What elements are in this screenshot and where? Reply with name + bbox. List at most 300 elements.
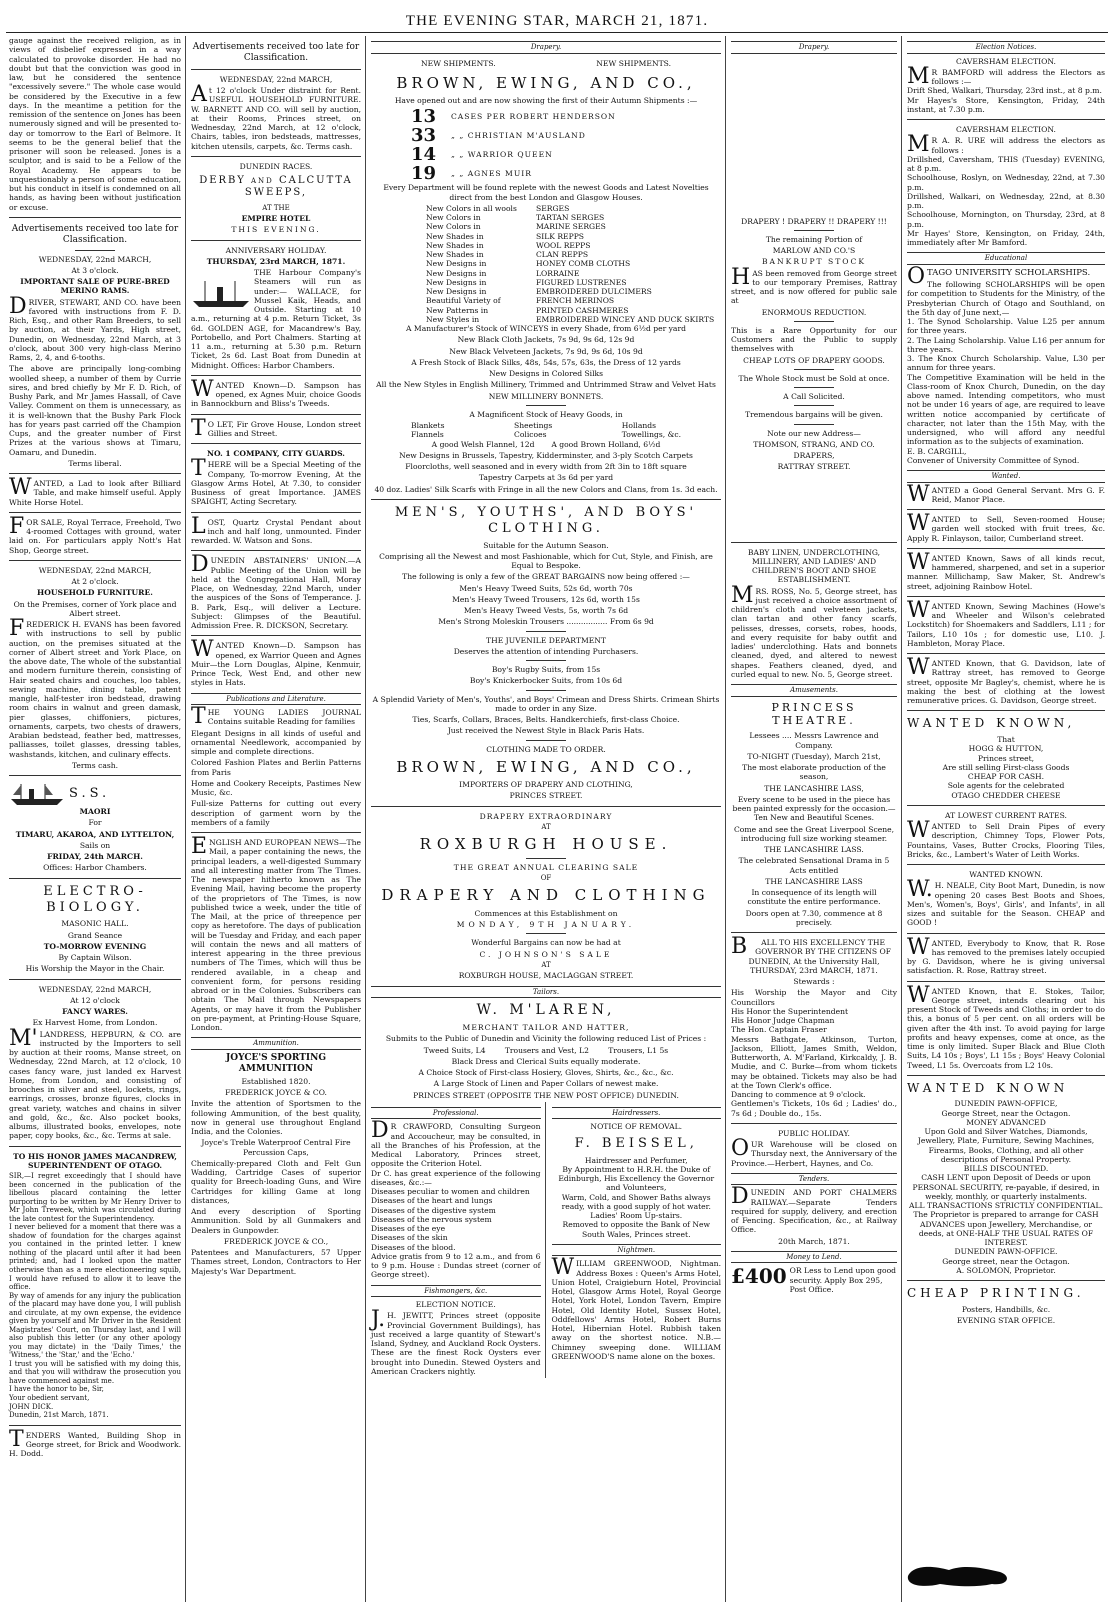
- ad-body: M'LANDRESS, HEPBURN, & CO. are instructed by the Importers to sell by auction at their rooms, Manse street, on Wednesday, 22nd March, at 12 o'clock, 10 cases fancy ware, just landed ex Harvest Home, from London, and consisting of brooches in silver and steel, lockets, rings, earrings, crosses, bronze figures, clocks in great variety, watches and chains in silver and gold, &c., &c. Also pocket books, albums, illustrated books, envelopes, note paper, copy books, &c., &c. Terms at sale.: [9, 1025, 181, 1141]
- ad-text: Tweed Suits, L4 Trousers and Vest, L2 Trousers, L1 5s: [423, 1045, 669, 1055]
- divider: [907, 710, 1105, 711]
- ad-text: EMPIRE HOTEL: [241, 214, 311, 224]
- ad-text: NEW MILLINERY BONNETS.: [488, 391, 604, 401]
- goods-label: New Shades in: [426, 250, 484, 260]
- ad-text: Men's Heavy Tweed Trousers, 12s 6d, worth 15s: [452, 594, 640, 604]
- ad-ross: MRS. ROSS, No. 5, George street, has just received a choice assortment of children's cloth and velveteen jackets, clan tartan and other fancy scarfs, pelisses, dresses, corsets, robes, hoods, and every requisite for baby outfit and ladies' underclothing. Hats and bonnets cleaned, dyed, and altered to newest shapes. Feathers cleaned, dyed, and curled equal to new. No. 5, George street.: [731, 582, 897, 679]
- goods-row: [426, 296, 721, 305]
- ad-title: OTAGO UNIVERSITY SCHOLARSHIPS.: [907, 263, 1091, 289]
- goods-row: [426, 269, 721, 278]
- column-3: [368, 36, 724, 1606]
- ad-date: 20th March, 1871.: [778, 1236, 850, 1246]
- ad-title: ANNIVERSARY HOLIDAY.: [225, 245, 327, 255]
- ad-text: All the New Styles in English Millinery, Trimmed and Untrimmed Straw and Velvet Hats: [376, 380, 716, 390]
- goods-label: New Shades in: [426, 240, 484, 250]
- ad-title: DERBY and CALCUTTA SWEEPS,: [199, 175, 353, 199]
- divider: [191, 443, 361, 444]
- section-heading: Advertisements received too late for Classification.: [192, 42, 360, 63]
- ad-text: The following is only a few of the GREAT BARGAINS now being offered :—: [402, 572, 690, 582]
- column-1: [6, 36, 184, 1606]
- divider: [731, 1123, 897, 1124]
- ad-brand: F. BEISSEL,: [574, 1135, 698, 1151]
- divider: [75, 250, 115, 251]
- ad-text: A good Welsh Flannel, 12d A good Brown Holland, 6½d: [431, 439, 661, 449]
- divider: [907, 119, 1105, 120]
- goods-item: SILK REPPS: [536, 231, 585, 241]
- ad-text: Stewards :: [793, 977, 835, 987]
- ad-title: NO. 1 COMPANY, CITY GUARDS.: [207, 449, 345, 459]
- ad-wanted: WANTED Known, Saws of all kinds recut, hammered, sharpened, and set in a superior manner. Millichamp, Saw Maker, St. Andrew's street, adjoining Rainbow Hotel.: [907, 549, 1105, 591]
- divider: [9, 560, 181, 561]
- ad-text: NEW SHIPMENTS.: [421, 58, 496, 68]
- ad-text: Doors open at 7.30, commence at 8 precisely.: [745, 908, 883, 927]
- section-heading: Amusements.: [731, 684, 897, 697]
- goods-label: New Designs in: [426, 287, 487, 297]
- ship-prefix: S.S.: [69, 786, 111, 802]
- ad-text: Men's Heavy Tweed Vests, 5s, worth 7s 6d: [463, 606, 629, 616]
- section-heading: Educational: [907, 252, 1105, 265]
- ad-date: MONDAY, 9TH JANUARY.: [456, 920, 636, 929]
- ad-text: Men's Strong Moleskin Trousers ................. From 6s 9d: [438, 617, 654, 627]
- ad-text: THE LANCASHIRE LASS.: [764, 845, 864, 855]
- goods-label: Beautiful Variety of: [426, 296, 501, 306]
- ad-text: Boy's Rugby Suits, from 15s: [491, 665, 601, 675]
- ad-text: Boy's Knickerbocker Suits, from 10s 6d: [469, 676, 623, 686]
- ad-text: Elegant Designs in all kinds of useful and ornamental Needlework, accompanied by simple and complete directions.: [191, 728, 361, 757]
- shipment-vessel: CASES PER ROBERT HENDERSON: [451, 112, 616, 122]
- ad-title: CHEAP PRINTING.: [907, 1286, 1085, 1301]
- goods-item: MARINE SERGES: [536, 222, 606, 232]
- divider: [794, 230, 834, 231]
- heavy-goods-item: Hollands: [621, 421, 656, 431]
- ad-text: Tapestry Carpets at 3s 6d per yard: [478, 473, 614, 483]
- goods-item: FRENCH MERINOS: [536, 296, 615, 306]
- divider: [9, 878, 181, 879]
- ad-text: A Fresh Stock of Black Silks, 48s, 54s, 57s, 63s, the Dress of 12 yards: [411, 357, 681, 367]
- ad-text: FREDERICK JOYCE & CO.,: [223, 1236, 329, 1246]
- ad-text: TO-MORROW EVENING: [43, 941, 147, 951]
- hairdressers-column: [552, 1102, 722, 1378]
- goods-row: [426, 241, 721, 250]
- ad-time: At 3 o'clock.: [71, 265, 119, 275]
- ad-scholarships: The following SCHOLARSHIPS will be open for competition to Students for the Ministry, of the Presbyterian Church of Otago and Southland, on the 5th day of June next,— 1. The Synod Scholarship. Value L25 per annum for three years. 2. The Laing Scholarship. Value L16 per annum for three years. 3. The Knox Church Scholarship. Value, L30 per annum for three years. The Competitive Examination will be held in the Class-room of Knox Church, Dunedin, on the day above named. Intending competitors, who must not be under 16 years of age, are required to leave written notice accompanied by certificate of character, not later than the 15th May, with the undersigned, who will afford any needful information as to the subjects of examination. E. B. CARGILL, Convener of University Committee of Synod.: [907, 280, 1105, 465]
- section-heading: Professional.: [371, 1107, 541, 1120]
- goods-item: CLAN REPPS: [536, 250, 589, 260]
- ad-text: NOTICE OF REMOVAL.: [590, 1122, 683, 1132]
- divider: [526, 631, 566, 632]
- ad-text: CHEAP LOTS OF DRAPERY GOODS.: [743, 355, 885, 365]
- ad-title: DUNEDIN RACES.: [239, 161, 313, 171]
- divider: [371, 499, 721, 500]
- ad-text: MERCHANT TAILOR AND HATTER,: [462, 1023, 630, 1033]
- heavy-goods-item: Sheetings: [514, 421, 553, 431]
- goods-row: [426, 222, 721, 231]
- goods-label: New Colors in all wools: [426, 203, 517, 213]
- ad-jewitt: J.H. JEWITT, Princes street (opposite Provincial Government Buildings), has just received a large quantity of Stewart's Island, Sydney, and Auckland Rock Oysters. These are the finest Rock Oysters ever brought into Dunedin. Stewed Oysters and American Crackers nightly.: [371, 1307, 541, 1376]
- section-heading: Drapery.: [731, 41, 897, 54]
- letter-heading: TO HIS HONOR JAMES MACANDREW, SUPERINTENDENT OF OTAGO.: [13, 1151, 177, 1170]
- ad-ure: MR A. R. URE will address the electors as follows : Drillshed, Caversham, THIS (Tuesday) EVENING, at 8 p.m. Schoolhouse, Roslyn, on Wednesday, 22nd, at 7.30 p.m. Drillshed, Walkari, on Wednesday, 22nd, at 8.30 p.m. Schoolhouse, Mornington, on Thursday, 23rd, at 8 p.m. Mr Hayes' Store, Kensington, on Friday, 24th, immediately after Mr Bamford.: [907, 132, 1105, 248]
- goods-label: New Styles in: [426, 314, 480, 324]
- ad-for-sale: FOR SALE, Royal Terrace, Freehold, Two 4-roomed Cottages with ground, water laid on. For particulars apply Nott's Hat Shop, George street.: [9, 513, 181, 555]
- shipment-row: [411, 107, 721, 126]
- divider: [794, 369, 834, 370]
- goods-label: New Colors in: [426, 222, 481, 232]
- goods-label: New Designs in: [426, 268, 487, 278]
- heavy-goods-table: [371, 421, 721, 440]
- divider: [191, 832, 361, 833]
- ad-text: PRINCES STREET.: [509, 791, 583, 801]
- ad-text: Established 1820.: [241, 1076, 311, 1086]
- ad-title: CAVERSHAM ELECTION.: [956, 56, 1056, 66]
- ad-text: Patentees and Manufacturers, 57 Upper Thames street, London, Contractors to Her Majesty's War Department.: [191, 1248, 361, 1276]
- ad-title: HOUSEHOLD FURNITURE.: [37, 588, 153, 598]
- ad-text: A Large Stock of Linen and Paper Collars of newest make.: [433, 1079, 659, 1089]
- ad-body: THERE will be a Special Meeting of the Company, To-morrow Evening, At the Glasgow Arms Hotel, At 7.30, to consider Business of great Importance. JAMES SPAIGHT, Acting Secretary.: [191, 456, 361, 507]
- divider: [526, 933, 566, 934]
- money-ad: [731, 1266, 897, 1294]
- shipment-count: 19: [411, 162, 437, 184]
- ad-bamford: MR BAMFORD will address the Electors as follows :— Drift Shed, Walkari, Thursday, 23rd inst., at 8 p.m. Mr Hayes's Store, Kensington, Friday, 24th instant, at 7.30 p.m.: [907, 63, 1105, 114]
- ad-text: This is a Rare Opportunity for our Customers and the Public to supply themselves with: [731, 325, 897, 354]
- ad-text: Ties, Scarfs, Collars, Braces, Belts. Handkerchiefs, first-class Choice.: [412, 715, 680, 725]
- ad-text: The most elaborate production of the season,: [742, 763, 886, 782]
- goods-item: HONEY COMB CLOTHS: [536, 259, 631, 269]
- ad-neale: W.H. NEALE, City Boot Mart, Dunedin, is now opening 20 cases Best Boots and Shoes, Men's, Women's, Boys', Girls', and Infants', in all sizes and suitable for the Season. CHEAP and GOOD !: [907, 877, 1105, 928]
- ad-text: ENORMOUS REDUCTION.: [761, 307, 867, 317]
- ad-mail: ENGLISH AND EUROPEAN NEWS—The Mail, a paper containing the news, the principal leaders, a well-digested Summary and all interesting matter from The Times. The newspaper hitherto known as The Evening Mail, having become the property of the proprietors of The Times, is now published twice a week, under the title of The Mail, at the price of threepence per copy as heretofore. The days of publication will be Tuesday and Friday, and each paper will contain the news and all matters of interest appearing in the three previous numbers of The Times, which will thus be rendered available, in a cheap and convenient form, for persons residing abroad or in the Colonies. Subscribers can obtain The Mail through Newspapers Agents, or may have it from the Publisher on pre-payment, at Printing-House Square, London.: [191, 834, 362, 1033]
- divider: [907, 933, 1105, 934]
- ad-text: Lessees .... Messrs Lawrence and Company.: [749, 731, 879, 750]
- divider: [191, 156, 361, 157]
- shipment-row: [411, 145, 721, 164]
- goods-item: FIGURED LUSTRENES: [536, 277, 627, 287]
- ad-title: IMPORTANT SALE OF PURE-BRED MERINO RAMS.: [20, 277, 170, 296]
- divider: [371, 806, 721, 807]
- ad-warehouse: OUR Warehouse will be closed on Thursday next, the Anniversary of the Province.—Herbert, Haynes, and Co.: [731, 1136, 898, 1168]
- ad-text: IMPORTERS OF DRAPERY AND CLOTHING,: [459, 780, 633, 790]
- ad-tenders: TENDERS Wanted, Building Shop in George street, for Brick and Woodwork. H. Dodd.: [9, 1426, 181, 1459]
- goods-label: New Designs in: [426, 259, 487, 269]
- ad-journal: THE YOUNG LADIES JOURNAL Contains suitable Reading for families: [191, 704, 361, 730]
- ad-title: PUBLIC HOLIDAY.: [778, 1128, 850, 1138]
- ad-wanted: WANTED Known, Sewing Machines (Howe's and Wheeler and Wilson's celebrated Lockstitch) for Shoemakers and Saddlers, L11 ; for Tailors, L10 10s ; for domestic use, L10. J. Hambleton, Moray Place.: [907, 597, 1105, 648]
- ad-text: Tremendous bargains will be given.: [745, 410, 883, 420]
- divider: [907, 653, 1105, 654]
- ad-text: New Black Velveteen Jackets, 7s 9d, 9s 6d, 10s 9d: [449, 346, 643, 356]
- ad-text: And every description of Sporting Ammunition. Sold by all Gunmakers and Dealers in Gunpowder.: [191, 1207, 361, 1235]
- ad-text: Wonderful Bargains can now be had at: [471, 938, 621, 948]
- ad-text: A Manufacturer's Stock of WINCEYS in every Shade, from 6½d per yard: [406, 324, 686, 334]
- divider: [907, 509, 1105, 510]
- divider: [191, 550, 361, 551]
- shipment-vessel: „ „ WARRIOR QUEEN: [451, 150, 553, 160]
- ad-text: THE GREAT ANNUAL CLEARING SALE: [453, 862, 639, 872]
- goods-row: [426, 259, 721, 268]
- ad-text: His Worship the Mayor in the Chair.: [25, 964, 165, 974]
- divider: [907, 1075, 1105, 1076]
- ad-text: Just received the Newest Style in Black Paris Hats.: [447, 726, 645, 736]
- divider: [191, 414, 361, 415]
- section-heading: Advertisements received too late for Classification.: [11, 223, 179, 245]
- ad-body: The above are principally long-combing woolled sheep, a number of them by Currie sires, and bred chiefly by Mr F. D. Rich, of Bushy Park, and Mr James Hassall, of Cave Valley. Comment on them is unnecessary, as it is well-known that the Bushy Park Flock has for years past carried off the Champion Cups, and the greater number of First Prizes at the various shows at Timaru, Oamaru, and Dunedin.: [9, 364, 181, 457]
- ad-text: Suitable for the Autumn Season.: [483, 540, 609, 550]
- ad-text: The remaining Portion of: [765, 234, 863, 244]
- divider: [9, 1146, 181, 1147]
- divider: [907, 548, 1105, 549]
- ad-text: Joyce's Treble Waterproof Central Fire Percussion Caps,: [201, 1138, 351, 1157]
- ad-text: A Splendid Variety of Men's, Youths', and Boys' Crimean and Dress Shirts. Crimean Shirts made to order in any Size.: [372, 694, 720, 713]
- shipment-row: [411, 164, 721, 183]
- ad-title: DRAPERY AND CLOTHING: [381, 886, 711, 905]
- ad-to-let: TO LET, Fir Grove House, London street Gillies and Street.: [191, 415, 361, 441]
- ship-date: FRIDAY, 24th MARCH.: [47, 852, 143, 862]
- divider: [191, 240, 361, 241]
- ad-text: Commences at this Establishment on: [474, 908, 618, 918]
- ad-wanted: WANTED to Sell, Seven-roomed House; garden well stocked with fruit trees, &c. Apply R. Finlayson, tailor, Cumberland street.: [907, 511, 1105, 543]
- ad-text: A Magnificent Stock of Heavy Goods, in: [469, 409, 623, 419]
- ad-title: JOYCE'S SPORTING AMMUNITION: [225, 1052, 327, 1074]
- masthead: [0, 0, 1114, 30]
- ad-text: ROXBURGH HOUSE, MACLAGGAN STREET.: [458, 971, 634, 981]
- section-heading: Fishmongers, &c.: [371, 1285, 541, 1298]
- divider: [9, 512, 181, 513]
- shipment-row: [411, 126, 721, 145]
- section-heading: Publications and Literature.: [191, 693, 361, 706]
- ad-text: His Worship the Mayor and City Councillors His Honor the Superintendent His Honor Judge Chapman The Hon. Captain Fraser Messrs Bathgate, Atkinson, Turton, Jackson, Elliott, James Smith, Weldon, Butterworth, A. M'Farland, Kirkcaldy, J. B. Mudie, and C. Burke—from whom tickets may be obtained. Tickets may also be had at the Town Clerk's office. Dancing to commence at 9 o'clock. Gentlemen's Tickets, 10s 6d ; Ladies' do., 7s 6d ; Double do., 15s.: [731, 988, 897, 1118]
- ad-text: Posters, Handbills, &c.: [961, 1304, 1051, 1314]
- ad-text: DRAPERY EXTRAORDINARY: [479, 811, 613, 821]
- ad-text: NEW SHIPMENTS.: [596, 58, 671, 68]
- ad-date: THURSDAY, 23rd MARCH, 1871.: [206, 256, 346, 266]
- ad-text: Comprising all the Newest and most Fashionable, which for Cut, Style, and Finish, are Equal to Bespoke.: [379, 551, 713, 571]
- ad-date: WEDNESDAY, 22nd MARCH,: [38, 565, 152, 575]
- divider: [794, 387, 834, 388]
- divider: [907, 596, 1105, 597]
- goods-item: EMBROIDERED WINCEY AND DUCK SKIRTS: [536, 314, 715, 324]
- ad-wanted: WANTED, Everybody to Know, that R. Rose has removed to the premises lately occupied by G. Davidson, where he is giving universal satisfaction. R. Rose, Rattray street.: [907, 934, 1105, 976]
- divider: [731, 932, 897, 933]
- goods-item: PRINTED CASHMERES: [536, 305, 629, 315]
- shipment-count: 33: [411, 124, 437, 146]
- ad-brand: BROWN, EWING, AND CO.,: [396, 757, 696, 776]
- ad-text: Men's Heavy Tweed Suits, 52s 6d, worth 70s: [459, 583, 633, 593]
- divider: [191, 512, 361, 513]
- ad-time: At 12 o'clock: [70, 995, 120, 1005]
- ad-text: New Black Cloth Jackets, 7s 9d, 9s 6d, 12s 9d: [457, 335, 635, 345]
- section-heading: Nightmen.: [552, 1244, 722, 1257]
- heavy-goods-item: Towellings, &c.: [621, 430, 681, 440]
- ad-title: DRAPERY ! DRAPERY !! DRAPERY !!!: [741, 216, 887, 226]
- ad-text: Deserves the attention of intending Purchasers.: [453, 646, 639, 656]
- ad-text: PRINCES STREET (OPPOSITE THE NEW POST OFFICE) DUNEDIN.: [413, 1090, 679, 1100]
- column-divider: [365, 36, 366, 1602]
- money-amount: £400: [731, 1264, 787, 1289]
- ad-text: DRAPERS,: [793, 451, 835, 461]
- divider: [9, 217, 181, 218]
- steamer-ad-header: [9, 781, 181, 807]
- shipments-list: [371, 107, 721, 183]
- heavy-goods-item: Blankets: [411, 421, 445, 431]
- ink-blot: [904, 1562, 1014, 1590]
- ad-subtitle: On the Premises, corner of York place and Albert street.: [13, 599, 177, 618]
- ad-wanted: WANTED a Good General Servant. Mrs G. F. Reid, Manor Place.: [907, 481, 1105, 507]
- column-divider: [185, 36, 186, 1602]
- ad-body: FREDERICK H. EVANS has been favored with instructions to sell by public auction, on the premises situated at the corner of Albert street and York Place, on the above date, The whole of the substantial and modern furniture therein, consisting of Hair seated chairs and couches, loo tables, sewing machine, dining table, patent mangle, half-tester iron bedstead, drawing room chairs in walnut and green damask, pier glasses, chiffoniers, pictures, ornaments, carpets, two chests of drawers, Arabian bedstead, feather bed, mattresses, palliasses, toilet glasses, dressing tables, washstands, kitchen, and culinary effects.: [9, 616, 181, 759]
- goods-label: New Patterns in: [426, 305, 489, 315]
- ad-title: FANCY WARES.: [62, 1007, 128, 1017]
- ad-railway: DUNEDIN AND PORT CHALMERS RAILWAY.—Separate Tenders required for supply, delivery, and erection of Fencing. Specification, &c., at Railway Office.: [731, 1184, 897, 1235]
- section-heading: Wanted.: [907, 470, 1105, 483]
- ad-wanted: WANTED Known, that E. Stokes, Tailor, George street, intends clearing out his present Stock of Tweeds and Cloths; in order to do this, a bonus of 5 per cent. on all orders will be given after the 4th inst. To avoid paying for large profits and heavy expenses, come at once, as the time is only limited. Super Black and Blue Cloth Suits, L4 10s ; Boys', L1 15s ; Boys' Heavy Colonial Tweed, L1 5s. Overcoats from L2 10s.: [907, 982, 1105, 1070]
- ad-wanted-lad: WANTED, a Lad to look after Billiard Table, and make himself useful. Apply White Horse Hotel.: [9, 475, 181, 507]
- goods-label: New Shades in: [426, 231, 484, 241]
- ad-text: Home and Cookery Receipts, Pastimes New Music, &c.: [191, 778, 361, 798]
- ad-body: At 12 o'clock Under distraint for Rent. USEFUL HOUSEHOLD FURNITURE. W. BARNETT AND CO. will sell by auction, at their Rooms, Princes street, on Wednesday, 22nd March, at 12 o'clock, Chairs, tables, iron bedsteads, mattresses, kitchen utensils, carpets, &c. Terms cash.: [191, 82, 361, 151]
- ad-wanted-known: WANTED Known—D. Sampson has opened, ex Warrior Queen and Agnes Muir—the Lorn Douglas, Alpine, Kenmuir, Prince Teck, West End, and other new styles in Hats.: [191, 637, 361, 688]
- column-divider: [901, 36, 902, 1602]
- ad-text: Come and see the Great Liverpool Scene, introducing full size working steamer.: [734, 824, 894, 843]
- divider: [794, 321, 834, 322]
- ad-title: CAVERSHAM ELECTION.: [956, 125, 1056, 135]
- goods-row: [426, 213, 721, 222]
- steamship-icon: [191, 270, 251, 310]
- section-heading: Election Notices.: [907, 41, 1105, 54]
- ad-text: Full-size Patterns for cutting out every description of garment worn by the members of a family: [191, 799, 361, 827]
- ad-wanted: WANTED to Sell Drain Pipes of every description, Chimney Tops, Flower Pots, Fountains, Vases, Butter Crocks, Flooring Tiles, Bricks, &c., Lambert's Water of Leith Works.: [907, 818, 1105, 859]
- ad-hogg: That HOGG & HUTTON, Princes street, Are still selling First-class Goods CHEAP FOR CASH. Sole agents for the celebrated OTAGO CHEDDER CHEESE: [942, 735, 1070, 800]
- ad-text: Have opened out and are now showing the first of their Autumn Shipments :—: [394, 96, 698, 106]
- divider: [526, 740, 566, 741]
- ad-ball: BALL TO HIS EXCELLENCY THE GOVERNOR BY THE CITIZENS OF DUNEDIN, At the University Hall, THURSDAY, 23rd MARCH, 1871.: [731, 934, 892, 975]
- ad-text: BANKRUPT STOCK: [761, 257, 867, 267]
- ad-date: WEDNESDAY, 22nd MARCH,: [38, 254, 152, 264]
- ad-text: The celebrated Sensational Drama in 5 Acts entitled: [738, 856, 890, 875]
- ad-text: THOMSON, STRANG, AND CO.: [753, 439, 875, 449]
- section-heading: Hairdressers.: [552, 1107, 722, 1120]
- ad-text: Sails on: [79, 840, 111, 850]
- ad-crawford: DR CRAWFORD, Consulting Surgeon and Accoucheur, may be consulted, in all the Branches of his Profession, at the Medical Laboratory, Princes street, opposite the Criterion Hotel. Dr C. has great experience of the following diseases, &c.:— Diseases peculiar to women and children Diseases of the heart and lungs Diseases of the digestive system Diseases of the nervous system Diseases of the eye Diseases of the skin Diseases of the blood. Advice gratis from 9 to 12 a.m., and from 6 to 9 p.m. House : Dundas street (corner of George street).: [371, 1118, 541, 1280]
- ad-text: By Captain Wilson.: [58, 953, 132, 963]
- heavy-goods-item: Flannels: [411, 430, 444, 440]
- goods-row: [426, 250, 721, 259]
- divider: [731, 542, 897, 543]
- ad-text: CLOTHING MADE TO ORDER.: [486, 744, 606, 754]
- divider: [794, 424, 834, 425]
- divider: [9, 979, 181, 980]
- ad-title: WANTED KNOWN.: [969, 870, 1043, 880]
- ad-date: WEDNESDAY, 22nd MARCH,: [219, 74, 333, 84]
- goods-item: EMBROIDERED DULCIMERS: [536, 287, 652, 297]
- ad-title: MEN'S, YOUTHS', AND BOYS' CLOTHING.: [394, 504, 698, 536]
- goods-item: WOOL REPPS: [536, 240, 591, 250]
- goods-item: SERGES: [536, 203, 570, 213]
- divider: [191, 635, 361, 636]
- heavy-goods-item: Colicoes: [514, 430, 547, 440]
- ad-brand: W. M'LAREN,: [476, 1002, 616, 1019]
- section-heading: Ammunition.: [191, 1037, 361, 1050]
- ad-text: Hairdresser and Perfumer, By Appointment to H.R.H. the Duke of Edinburgh, His Excellency the Governor and Volunteers, Warm, Cold, and Shower Baths always ready, with a good supply of hot water. Ladies' Room Up-stairs. Removed to opposite the Bank of New South Wales, Princes street.: [558, 1155, 715, 1239]
- goods-row: [426, 315, 721, 324]
- goods-row: [426, 232, 721, 241]
- ad-brand: BROWN, EWING, AND CO.,: [396, 73, 696, 92]
- shipment-vessel: „ „ AGNES MUIR: [451, 169, 532, 179]
- ad-text: AT: [541, 822, 551, 831]
- ad-subtitle: Ex Harvest Home, from London.: [32, 1018, 158, 1028]
- ad-text: EVENING STAR OFFICE.: [956, 1316, 1056, 1326]
- news-paragraph: gauge against the received religion, as in views of disbelief expressed in a way calculated to provoke disorder. He had no doubt but that the conviction was good in law, but he considered the sentence "excessively severe." The whole case would be considered by the Executive in a few days. In the meantime a petition for the remission of the sentence on Jones has been numerously signed and will be presented to-day or tomorrow to the Earl of Belmore. It seems to be the general belief that the prisoner will soon be released. Jones is a sculptor, and is said to be a Fellow of the Royal Academy. He appears to be unquestionably a person of some education, but his conduct in itself is condemned on all hands, as having been without justification or excuse.: [9, 36, 181, 212]
- ad-wanted-known: WANTED Known—D. Sampson has opened, ex Agnes Muir, choice Goods in Bannockburn and Bliss's Tweeds.: [191, 376, 361, 409]
- ad-title: AT LOWEST CURRENT RATES.: [945, 810, 1067, 820]
- ad-lost: LOST, Quartz Crystal Pendant about inch and half long, unmounted. Finder rewarded. W. Watson and Sons.: [191, 513, 361, 546]
- spacer: [731, 57, 897, 217]
- ad-pawn: DUNEDIN PAWN-OFFICE, George Street, near the Octagon. MONEY ADVANCED Upon Gold and Silver Watches, Diamonds, Jewellery, Plate, Furniture, Sewing Machines, Firearms, Books, Clothing, and all other descriptions of Personal Property. BILLS DISCOUNTED. CASH LENT upon Deposit of Deeds or upon PERSONAL SECURITY, re-payable, if desired, in weekly, monthly, or quarterly instalments. ALL TRANSACTIONS STRICTLY CONFIDENTIAL. The Proprietor is prepared to arrange for CASH ADVANCES upon Jewellery, Merchandise, or deeds, at ONE-HALF THE USUAL RATES OF INTEREST. DUNEDIN PAWN-OFFICE. George street, near the Octagon. A. SOLOMON, Proprietor.: [908, 1099, 1103, 1275]
- ad-text: Every Department will be found replete with the newest Goods and Latest Novelties direct from the best London and Glasgow Houses.: [383, 183, 709, 202]
- shipment-vessel: „ „ CHRISTIAN M'AUSLAND: [451, 131, 586, 141]
- ad-text: THE JUVENILE DEPARTMENT: [486, 635, 606, 645]
- ad-text: THIS EVENING.: [231, 225, 321, 235]
- section-heading: Money to Lend.: [731, 1251, 897, 1264]
- heavy-goods-column: [411, 421, 444, 440]
- ad-terms: Terms liberal.: [68, 458, 122, 468]
- ad-text: In consequence of its length will constitute the entire performance.: [747, 888, 881, 907]
- divider: [9, 473, 181, 474]
- ad-text: OF: [540, 873, 552, 882]
- ad-text: 40 doz. Ladies' Silk Scarfs with Fringe in all the new Colors and Clans, from 1s. 3d each.: [374, 484, 718, 494]
- steamship-icon: [9, 781, 65, 807]
- ad-text: A Call Solicited.: [783, 392, 845, 402]
- divider: [907, 864, 1105, 865]
- ad-text: AT THE: [262, 203, 290, 212]
- ad-text: FREDERICK JOYCE & CO.: [225, 1088, 327, 1098]
- divider: [907, 805, 1105, 806]
- masthead-rule: [6, 32, 1108, 33]
- ad-time: At 2 o'clock.: [71, 577, 119, 587]
- ad-text: Offices: Harbor Chambers.: [43, 863, 147, 873]
- ad-text: Colored Fashion Plates and Berlin Patterns from Paris: [191, 758, 361, 777]
- divider: [9, 1425, 181, 1426]
- ad-text: Note our new Address—: [767, 428, 861, 438]
- ad-text: Invite the attention of Sportsmen to the following Ammunition, of the best quality, now in general use throughout England India, and the Colonies.: [191, 1099, 361, 1137]
- ad-terms: Terms cash.: [71, 760, 119, 770]
- ad-greenwood: WILLIAM GREENWOOD, Nightman. Address Boxes : Queen's Arms Hotel, Union Hotel, Craigieburn Hotel, Provincial Hotel, Glasgow Arms Hotel, Royal George Hotel, York Hotel, London Tavern, Empire Hotel, Old Identity Hotel, Sussex Hotel, Oddfellows' Arms Hotel, Robert Burns Hotel, Hibernian Hotel. Rubbish taken away on the shortest notice. N.B.—Chimney sweeping done. WILLIAM GREENWOOD'S name alone on the boxes.: [551, 1255, 721, 1361]
- ad-text: THE LANCASHIRE LASS,: [764, 783, 864, 793]
- goods-item: TARTAN SERGES: [536, 213, 605, 223]
- divider: [794, 405, 834, 406]
- ad-text: A Choice Stock of First-class Hosiery, Gloves, Shirts, &c., &c., &c.: [418, 1068, 674, 1078]
- shipments-heading: [371, 57, 721, 70]
- ad-text: OR Less to Lend upon good security. Apply Box 295, Post Office.: [789, 1266, 897, 1294]
- ad-text: Every scene to be used in the piece has been painted expressly for the occasion.—Ten New and Beautiful Scenes.: [732, 794, 896, 823]
- ad-wanted: WANTED Known, that G. Davidson, late of Rattray street, has removed to George street, opposite Mr Bagley's, chemist, where he is making the best of clothing at the lowest remunerative prices. G. Davidson, George street.: [907, 655, 1105, 706]
- goods-item: LORRAINE: [536, 268, 580, 278]
- goods-row: [426, 278, 721, 287]
- goods-row: [426, 204, 721, 213]
- column-2: [188, 36, 364, 1606]
- divider: [907, 1280, 1105, 1281]
- masthead-title: THE EVENING STAR, MARCH 21, 1871.: [405, 13, 709, 29]
- ad-text: THE LANCASHIRE LASS: [765, 876, 863, 886]
- professional-column: [371, 1102, 546, 1378]
- shipment-count: 14: [411, 143, 437, 165]
- ad-text: AT: [541, 960, 551, 969]
- ad-text: New Designs in Brussels, Tapestry, Kidderminster, and 3-ply Scotch Carpets: [399, 450, 693, 460]
- ad-text: TO-NIGHT (Tuesday), March 21st,: [747, 751, 881, 761]
- divider: [526, 690, 566, 691]
- ad-text: MARLOW AND CO.'S: [772, 246, 856, 256]
- column-5: [904, 36, 1108, 1606]
- divider: [9, 775, 181, 776]
